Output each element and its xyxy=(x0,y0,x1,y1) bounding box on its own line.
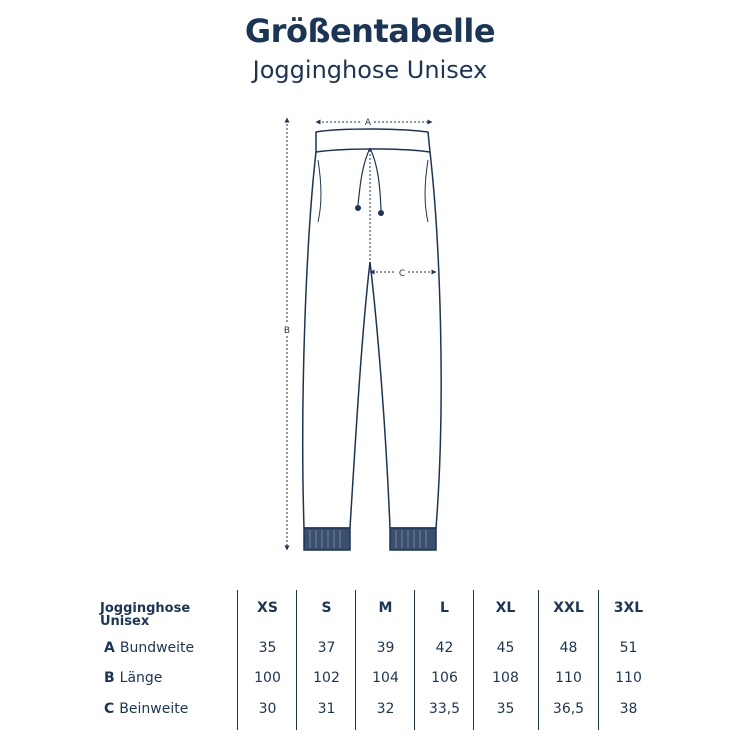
table-cell: 108 xyxy=(492,670,519,686)
table-cell: 37 xyxy=(317,640,336,656)
page-title: Größentabelle xyxy=(244,12,496,50)
table-header-name: Jogginghose Unisex xyxy=(100,601,191,629)
row-label-laenge: B Länge xyxy=(104,670,163,686)
size-header: M xyxy=(378,600,393,616)
right-cuff xyxy=(390,528,436,550)
page-subtitle: Jogginghose Unisex xyxy=(252,56,488,84)
table-cell: 110 xyxy=(615,670,642,686)
size-header: XS xyxy=(257,600,278,616)
size-header: XL xyxy=(495,600,516,616)
table-cell: 51 xyxy=(619,640,638,656)
table-cell: 32 xyxy=(376,701,395,717)
table-cell: 39 xyxy=(376,640,395,656)
row-label-beinweite: C Beinweite xyxy=(104,701,189,717)
measure-a-label: A xyxy=(364,118,372,128)
size-column-3xl xyxy=(599,590,658,730)
table-cell: 30 xyxy=(258,701,277,717)
size-header: L xyxy=(440,600,449,616)
table-cell: 38 xyxy=(619,701,638,717)
measure-c-label: C xyxy=(398,269,406,279)
table-cell: 35 xyxy=(258,640,277,656)
table-cell: 35 xyxy=(496,701,515,717)
row-label-bundweite: A Bundweite xyxy=(104,640,195,656)
size-column-s xyxy=(297,590,356,730)
size-table xyxy=(98,590,662,730)
left-cuff xyxy=(304,528,350,550)
measure-b-label: B xyxy=(283,326,291,336)
size-header: XXL xyxy=(553,600,584,616)
table-cell: 36,5 xyxy=(552,701,585,717)
size-column-xs xyxy=(238,590,297,730)
table-cell: 42 xyxy=(435,640,454,656)
table-cell: 31 xyxy=(317,701,336,717)
size-column-l xyxy=(415,590,474,730)
table-cell: 104 xyxy=(372,670,399,686)
table-cell: 100 xyxy=(254,670,281,686)
size-column-xl xyxy=(476,590,535,730)
table-cell: 110 xyxy=(555,670,582,686)
size-column-m xyxy=(356,590,415,730)
table-cell: 33,5 xyxy=(428,701,461,717)
table-cell: 45 xyxy=(496,640,515,656)
table-cell: 102 xyxy=(313,670,340,686)
pants-diagram xyxy=(0,105,740,565)
size-header: S xyxy=(321,600,332,616)
size-header: 3XL xyxy=(613,600,644,616)
table-cell: 106 xyxy=(431,670,458,686)
table-cell: 48 xyxy=(559,640,578,656)
size-column-xxl xyxy=(539,590,598,730)
